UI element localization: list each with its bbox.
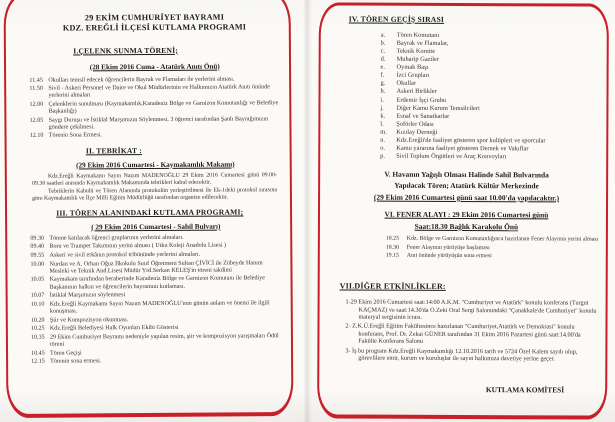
section3-heading: III. TÖREN ALANINDAKİ KUTLAMA PROGRAMI; <box>56 207 244 218</box>
section5-line1: V. Havanın Yağışlı Olması Halinde Sahil Bulvarında <box>384 169 549 180</box>
item-text: 29 Ekim Cumhuriyet Bayramı nedeniyle yapılan resim, şiir ve kompozisyon yarışmaları Ödül töreni <box>49 333 279 348</box>
item-text: Esnaf ve Sanatkarlar <box>396 112 450 120</box>
item-letter: p. <box>380 152 385 160</box>
item-text: Nurdan ve A. Orhan Oğuz İlkokulu Sınıf Öğretmeni Sultan ÇİVİCİ ile Zübeyde Hanım Mesleki ve Teknik And.Lisesi Müdür Yrd.Serkan KELEŞ'in töreni takdimi <box>49 260 263 275</box>
item-letter: i. <box>380 96 384 104</box>
item-text: Okulları temsil edecek öğrencilerin Bayrak ve Flamaları ile yerlerini alması. <box>48 76 235 84</box>
item-time: 10.35 <box>30 334 45 341</box>
item-text: Askeri ve sivil erkânın protokol tribününde yerlerini almaları. <box>49 251 201 259</box>
item-time: 11.50 <box>29 85 43 92</box>
item-time: 19.15 <box>385 252 400 259</box>
item-text: Şiir ve Kompozisyon okunması. <box>49 316 129 324</box>
item-text: Askeri Birlikler <box>396 88 437 96</box>
schedule-item <box>30 116 281 132</box>
item-text: Törenin sona ermesi. <box>50 358 102 365</box>
section6-heading-line2: Saat:18.30 Bağlık Karakolu Önü <box>414 221 519 232</box>
item-text: Saygı Duruşu ve İstiklal Marşımızın Söylenmesi, 3 öğrenci tarafından Şanlı Bayrağımızın göndere çekilmesi. <box>48 115 269 131</box>
schedule-item <box>386 236 599 244</box>
item-text: Bayrak ve Flamalar, <box>396 39 449 48</box>
item-letter: k. <box>380 112 386 120</box>
schedule-item <box>31 349 282 358</box>
item-text: Fener Alayının yürüyüşe başlaması <box>406 244 490 251</box>
item-text: Kdz. Bölge ve Garnizon Komutanlığınca hazırlanan Fener Alayının yerini alması <box>406 236 599 243</box>
item-time: 10.07 <box>30 292 45 299</box>
item-time: 10.45 <box>31 350 45 357</box>
parade-order-item <box>380 153 599 162</box>
schedule-item <box>31 333 282 349</box>
item-time: 10.25 <box>30 325 45 332</box>
item-letter: e. <box>380 63 386 71</box>
section6-heading <box>334 209 599 233</box>
item-text: Muharip Gaziler <box>396 55 440 64</box>
item-time: 12.00 <box>29 101 44 108</box>
item-time: 12.05 <box>29 117 44 124</box>
section5-block <box>334 168 599 204</box>
section4-heading: IV. TÖREN GEÇİŞ SIRASI <box>348 14 445 24</box>
schedule-item <box>386 244 599 252</box>
item-letter: n. <box>380 136 386 144</box>
item-time: 10.05 <box>30 277 45 284</box>
schedule-item <box>31 276 282 292</box>
item-text: Törene katılacak öğrenci gruplarının yerlerini almaları. <box>49 234 184 242</box>
item-time: 18.30 <box>385 244 400 251</box>
item-text: Tören Geçişi <box>50 350 82 357</box>
item-text: Kaymakam tarafından beraberinde Karadeniz Bölge ve Garnizon Komutanı ile Belediye Başkanının halkın ve öğrencilerin bayramını kutlaması. <box>49 275 266 291</box>
item-time: 09.30 <box>30 235 45 242</box>
item-letter: a. <box>380 31 386 39</box>
activity-item: 2- Z.K.Ü.Ereğli Eğitim Fakültesince hazırlanan "Cumhuriyet,Atatürk ve Demokrasi" konulu konferans, Prof. Dr. Zekai GÜNER tarafından 31 Ekim 2016 Pazartesi günü saat:14.00'da Fakülte Konferans Salonu <box>345 322 581 346</box>
item-text: İzci Grupları <box>396 72 430 80</box>
section1-schedule-list <box>29 76 280 141</box>
item-text: Diğer Kamu Kurum Temsilcileri <box>396 104 480 112</box>
schedule-item <box>30 251 281 260</box>
schedule-item <box>386 253 599 261</box>
paragraph: Tebriklerin Kabulü ve Tören Alanında protokolün yerleştirilmesi ile Ek-1deki protokol sırasına göre Kaymakamlık ve İlçe Milli Eğitim Müdürlüğü tarafından organize edilecektir. <box>32 186 278 202</box>
left-page <box>0 0 307 422</box>
item-letter: f. <box>380 71 385 79</box>
item-time: 10.00 <box>30 261 45 268</box>
item-letter: c. <box>380 47 386 55</box>
item-time: 11.45 <box>29 77 43 84</box>
item-letter: b. <box>380 39 386 47</box>
item-text: Boru ve Trampet Takımının yerini alması ( Utku Koleji Anadolu Lisesi ) <box>49 242 227 251</box>
section6-heading-line1: VI. FENER ALAYI : 29 Ekim 2016 Cumartesi günü <box>384 210 549 220</box>
section7-heading: VII.DİĞER ETKİNLİKLER: <box>339 281 446 291</box>
section2-heading: II. TEBRİKAT : <box>85 145 143 155</box>
schedule-item <box>31 300 282 316</box>
schedule-item <box>30 100 281 116</box>
schedule-item <box>30 260 281 276</box>
item-time: 12.15 <box>31 358 45 365</box>
item-text: Kdz.Ereğli Kaymakamı Sayın Nazım MADENOĞLU'nun günün anlam ve önemi ile ilgili konuşması. <box>49 300 270 315</box>
item-text: Teknik Komite <box>396 47 436 56</box>
item-time: 10.10 <box>30 301 45 308</box>
item-text: İstiklal Marşımızın söylenmesi <box>49 292 126 299</box>
schedule-item <box>29 84 280 100</box>
item-letter: d. <box>380 55 386 63</box>
item-text: Sivil Toplum Örgütleri ve Araç Konvoyları <box>396 152 507 161</box>
item-time: 12.10 <box>29 133 44 140</box>
schedule-item <box>30 243 281 252</box>
item-text: Sivil - Askeri Personel ve Daire ve Okul Müdürlerinin ve Halkımızın Atatürk Anıtı önünde yerlerini almaları <box>48 84 270 99</box>
item-text: Kdz.Ereğli Belediyesi Halk Oyunları Ekibi Gösterisi <box>49 325 179 332</box>
section3-schedule-list <box>30 234 282 366</box>
section3-subheading: ( 29 Ekim 2016 Cumartesi - Sahil Bulvarı) <box>91 222 221 232</box>
section2-subheading: (29 Ekim 2016 Cumartesi - Kaymakamlık Makamı) <box>76 160 235 169</box>
schedule-item <box>30 234 281 243</box>
schedule-item <box>31 324 282 333</box>
item-letter: m. <box>380 128 387 136</box>
item-text: Erdemir İşçi Grubu <box>396 96 447 104</box>
item-text: Oymak Başı <box>396 63 429 72</box>
section1-subheading: (28 Ekim 2016 Cuma - Atatürk Anıtı Önü) <box>89 62 220 71</box>
item-text: Şoförler Odası <box>396 120 434 128</box>
item-letter: j. <box>380 104 384 112</box>
section5-line3: (29 Ekim 2016 Cumartesi günü saat 10.00'da yapılacaktır.) <box>373 192 560 203</box>
activity-item: 1-29 Ekim 2016 Cumartesi saat:14:00 A.K.M. "Cumhuriyet ve Atatürk" konulu konferans (Turgut KAÇMAZ) ve saat:14.30'da O.Zeki Oral Sergi Salonundaki "Çanakkale'de Cumhuriyet" konulu materyal sergisinin icrası. <box>345 298 597 321</box>
schedule-item <box>31 291 282 300</box>
item-time: 09.40 <box>30 244 45 251</box>
parade-order-list <box>380 32 600 162</box>
item-letter: g. <box>380 80 386 88</box>
activity-item: 3- İş bu program Kdz.Ereğli Kaymakamlığı 12.10.2016 tarih ve 5724 Özel Kalem sayılı olup, görevlilere emir, kurum ve kuruluşlar ile sayın halkımıza davetiye yerine geçer. <box>345 347 578 363</box>
section5-line2: Yapılacak Tören; Atatürk Kültür Merkezinde <box>394 181 539 191</box>
item-text: Okullar <box>396 80 417 88</box>
paragraph: Kdz.Ereğli Kaymakamı Sayın Nazım MADENOĞLU 29 Ekim 2016 Cumartesi günü 09.00-09.30 saatleri arasında Kaymakamlık Makamında tebrikleri kabul edecektir. <box>31 171 277 187</box>
item-text: Kdz.Ereğli'de faaliyet gösteren spor kulüpleri ve sporcular <box>396 136 546 145</box>
other-activities-list <box>333 299 598 364</box>
item-letter: h. <box>380 88 386 96</box>
schedule-item <box>31 316 282 325</box>
schedule-item <box>30 132 281 141</box>
item-letter: o. <box>380 144 386 152</box>
item-text: Çelenklerin sunulması (Kaymakamlık,Karadeniz Bölge ve Garnizon Komutanlığı ve Belediye Başkanlığı) <box>48 100 279 115</box>
item-text: Törenin Sona Ermesi. <box>48 132 103 140</box>
section2-paragraphs <box>30 172 281 203</box>
section6-schedule-list <box>334 236 599 261</box>
item-text: Kızılay Derneği <box>396 128 438 136</box>
item-time: 18.25 <box>385 236 400 243</box>
item-time: 10.20 <box>30 317 45 324</box>
section1-heading: I.ÇELENK SUNMA TÖRENİ; <box>73 45 179 55</box>
item-text: Kamu yararına faaliyet gösteren Dernek ve Vakıflar <box>396 144 529 153</box>
schedule-item <box>29 76 280 85</box>
right-page <box>308 0 615 422</box>
document-title-line1: 29 EKİM CUMHURİYET BAYRAMI <box>84 12 225 23</box>
schedule-item <box>31 357 282 366</box>
committee-signature: KUTLAMA KOMİTESİ <box>485 384 565 395</box>
item-text: Anıt önünde yürüyüşün sona ermesi <box>406 252 492 260</box>
item-text: Tören Komutanı <box>396 31 440 39</box>
document-title-line2: KDZ. EREĞLİ İLÇESİ KUTLAMA PROGRAMI <box>62 22 247 33</box>
item-letter: l. <box>380 120 384 128</box>
item-time: 09.55 <box>30 252 45 259</box>
